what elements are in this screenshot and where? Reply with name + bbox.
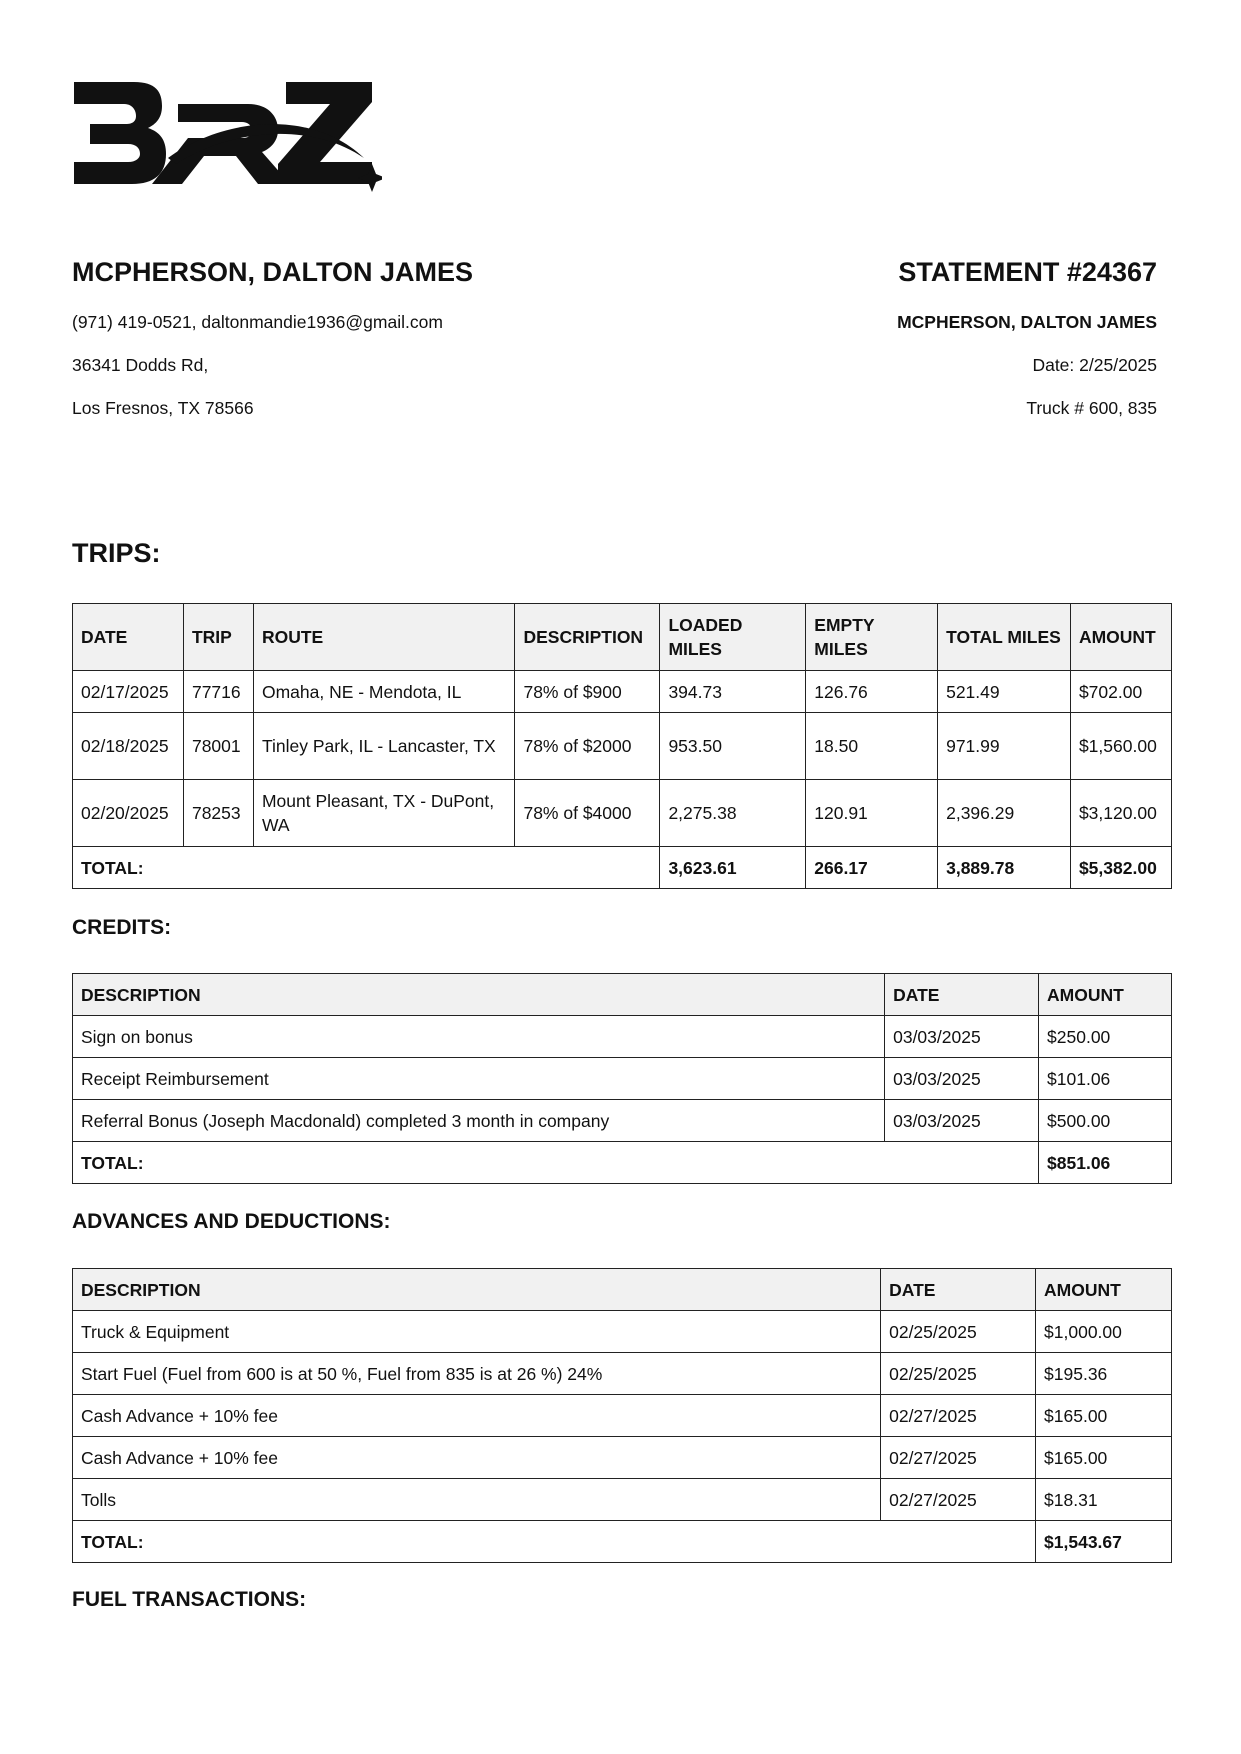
table-header-row [73, 604, 1172, 671]
cell-total-miles: 521.49 [938, 671, 1071, 713]
driver-info [72, 255, 632, 430]
trips-table [72, 603, 1172, 889]
col-header-date: DATE [881, 1269, 1036, 1311]
statement-truck: Truck # 600, 835 [1026, 398, 1157, 418]
cell-empty-miles: 120.91 [806, 780, 938, 847]
table-total-row [73, 847, 1172, 889]
cell-date: 02/25/2025 [881, 1311, 1036, 1353]
statement-title: STATEMENT #24367 [898, 257, 1157, 287]
total-label: TOTAL: [73, 1521, 1036, 1563]
cell-date: 02/27/2025 [881, 1395, 1036, 1437]
cell-amount: $165.00 [1036, 1437, 1172, 1479]
cell-description: Cash Advance + 10% fee [73, 1395, 881, 1437]
cell-date: 03/03/2025 [885, 1100, 1039, 1142]
table-row [73, 671, 1172, 713]
table-row [73, 1437, 1172, 1479]
table-row [73, 780, 1172, 847]
trips-title: TRIPS: [72, 538, 161, 568]
total-loaded-miles: 3,623.61 [660, 847, 806, 889]
cell-total-miles: 2,396.29 [938, 780, 1071, 847]
total-label: TOTAL: [73, 1142, 1039, 1184]
col-header-amount: AMOUNT [1036, 1269, 1172, 1311]
cell-loaded-miles: 2,275.38 [660, 780, 806, 847]
cell-description: Tolls [73, 1479, 881, 1521]
col-header-empty-miles: EMPTY MILES [806, 604, 938, 671]
cell-description: 78% of $2000 [515, 713, 660, 780]
table-total-row [73, 1521, 1172, 1563]
col-header-description: DESCRIPTION [73, 974, 885, 1016]
cell-amount: $500.00 [1039, 1100, 1172, 1142]
cell-amount: $18.31 [1036, 1479, 1172, 1521]
total-amount: $851.06 [1039, 1142, 1172, 1184]
col-header-date: DATE [885, 974, 1039, 1016]
col-header-trip: TRIP [183, 604, 253, 671]
cell-date: 02/20/2025 [73, 780, 184, 847]
cell-route: Omaha, NE - Mendota, IL [253, 671, 515, 713]
cell-amount: $702.00 [1070, 671, 1171, 713]
cell-date: 03/03/2025 [885, 1058, 1039, 1100]
cell-description: Cash Advance + 10% fee [73, 1437, 881, 1479]
col-header-total-miles: TOTAL MILES [938, 604, 1071, 671]
cell-trip: 77716 [183, 671, 253, 713]
cell-trip: 78001 [183, 713, 253, 780]
table-row [73, 1100, 1172, 1142]
cell-amount: $101.06 [1039, 1058, 1172, 1100]
cell-date: 02/18/2025 [73, 713, 184, 780]
cell-description: Sign on bonus [73, 1016, 885, 1058]
cell-total-miles: 971.99 [938, 713, 1071, 780]
total-total-miles: 3,889.78 [938, 847, 1071, 889]
table-row [73, 1353, 1172, 1395]
cell-trip: 78253 [183, 780, 253, 847]
statement-name: MCPHERSON, DALTON JAMES [897, 312, 1157, 332]
cell-amount: $250.00 [1039, 1016, 1172, 1058]
col-header-description: DESCRIPTION [73, 1269, 881, 1311]
cell-date: 02/27/2025 [881, 1437, 1036, 1479]
cell-description: Referral Bonus (Joseph Macdonald) completed 3 month in company [73, 1100, 885, 1142]
col-header-amount: AMOUNT [1039, 974, 1172, 1016]
driver-name: MCPHERSON, DALTON JAMES [72, 257, 474, 287]
col-header-route: ROUTE [253, 604, 515, 671]
cell-description: 78% of $900 [515, 671, 660, 713]
table-row [73, 1395, 1172, 1437]
cell-date: 02/27/2025 [881, 1479, 1036, 1521]
cell-empty-miles: 18.50 [806, 713, 938, 780]
cell-date: 03/03/2025 [885, 1016, 1039, 1058]
advances-table [72, 1268, 1172, 1563]
cell-loaded-miles: 953.50 [660, 713, 806, 780]
cell-date: 02/25/2025 [881, 1353, 1036, 1395]
cell-amount: $165.00 [1036, 1395, 1172, 1437]
cell-amount: $3,120.00 [1070, 780, 1171, 847]
table-row [73, 1479, 1172, 1521]
total-empty-miles: 266.17 [806, 847, 938, 889]
table-header-row [73, 974, 1172, 1016]
driver-contact: (971) 419-0521, daltonmandie1936@gmail.com [72, 312, 443, 332]
table-row [73, 1311, 1172, 1353]
brz-logo-icon [72, 78, 382, 196]
cell-description: Receipt Reimbursement [73, 1058, 885, 1100]
cell-description: 78% of $4000 [515, 780, 660, 847]
cell-route: Tinley Park, IL - Lancaster, TX [253, 713, 515, 780]
advances-title: ADVANCES AND DEDUCTIONS: [72, 1210, 391, 1233]
cell-amount: $195.36 [1036, 1353, 1172, 1395]
col-header-loaded-miles: LOADED MILES [660, 604, 806, 671]
driver-address-line1: 36341 Dodds Rd, [72, 355, 209, 375]
credits-title: CREDITS: [72, 916, 172, 939]
cell-amount: $1,000.00 [1036, 1311, 1172, 1353]
cell-date: 02/17/2025 [73, 671, 184, 713]
table-row [73, 1058, 1172, 1100]
col-header-date: DATE [73, 604, 184, 671]
cell-description: Truck & Equipment [73, 1311, 881, 1353]
col-header-description: DESCRIPTION [515, 604, 660, 671]
total-amount: $1,543.67 [1036, 1521, 1172, 1563]
cell-amount: $1,560.00 [1070, 713, 1171, 780]
cell-route: Mount Pleasant, TX - DuPont, WA [253, 780, 515, 847]
col-header-amount: AMOUNT [1070, 604, 1171, 671]
cell-loaded-miles: 394.73 [660, 671, 806, 713]
statement-date: Date: 2/25/2025 [1032, 355, 1157, 375]
total-amount: $5,382.00 [1070, 847, 1171, 889]
table-header-row [73, 1269, 1172, 1311]
cell-description: Start Fuel (Fuel from 600 is at 50 %, Fuel from 835 is at 26 %) 24% [73, 1353, 881, 1395]
credits-table [72, 973, 1172, 1184]
driver-address-line2: Los Fresnos, TX 78566 [72, 398, 254, 418]
fuel-transactions-title: FUEL TRANSACTIONS: [72, 1588, 307, 1611]
table-row [73, 1016, 1172, 1058]
cell-empty-miles: 126.76 [806, 671, 938, 713]
table-row [73, 713, 1172, 780]
statement-info [597, 255, 1157, 430]
total-label: TOTAL: [73, 847, 660, 889]
table-total-row [73, 1142, 1172, 1184]
